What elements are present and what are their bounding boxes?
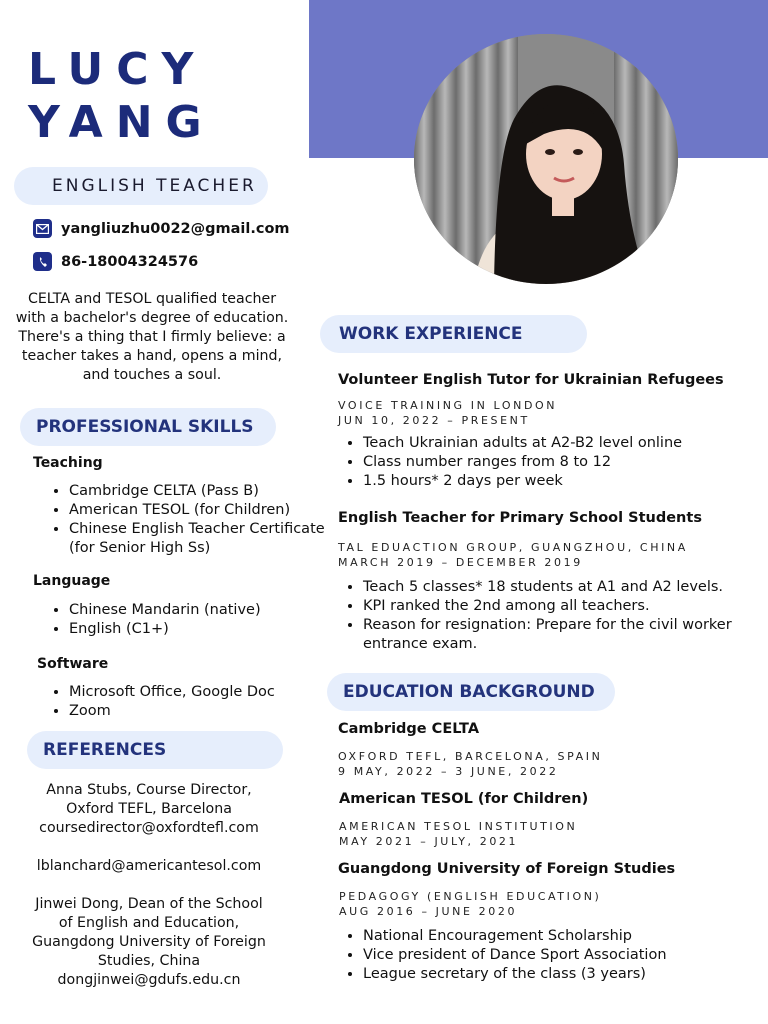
list-item: • English (C1+)	[69, 620, 339, 639]
phone-number[interactable]: 86-18004324576	[61, 253, 199, 270]
list-item: • Teach Ukrainian adults at A2-B2 level online	[363, 434, 763, 453]
references-heading: REFERENCES	[43, 740, 167, 760]
references-heading-pill	[27, 731, 283, 769]
edu-org: OXFORD TEFL, BARCELONA, SPAIN	[338, 750, 603, 763]
role-pill	[14, 167, 268, 205]
software-list	[33, 683, 339, 721]
list-item: • American TESOL (for Children)	[69, 501, 339, 520]
edu-bullets	[338, 927, 763, 984]
edu-dates: 9 MAY, 2022 – 3 JUNE, 2022	[338, 765, 559, 778]
list-item: • Zoom	[69, 702, 339, 721]
email-link[interactable]: yangliuzhu0022@gmail.com	[61, 220, 290, 237]
edu-org: AMERICAN TESOL INSTITUTION	[339, 820, 578, 833]
edu-title: Cambridge CELTA	[338, 721, 480, 737]
role-title: ENGLISH TEACHER	[52, 176, 257, 196]
teaching-label: Teaching	[33, 455, 103, 471]
list-item: • Chinese English Teacher Certificate (for Senior High Ss)	[69, 520, 339, 558]
skills-heading-pill	[20, 408, 276, 446]
reference-1	[14, 781, 284, 838]
edu-dates: MAY 2021 – JULY, 2021	[339, 835, 519, 848]
list-item: • Cambridge CELTA (Pass B)	[69, 482, 339, 501]
list-item: • KPI ranked the 2nd among all teachers.	[363, 597, 763, 616]
reference-email[interactable]: coursedirector@oxfordtefl.com	[39, 820, 259, 836]
profile-summary: CELTA and TESOL qualified teacher with a bachelor's degree of education. There's a thing that I firmly believe: a teacher takes a hand, opens a mind, and touches a soul.	[15, 291, 289, 383]
teaching-list	[33, 482, 339, 558]
edu-dates: AUG 2016 – JUNE 2020	[339, 905, 518, 918]
reference-email[interactable]: dongjinwei@gdufs.edu.cn	[57, 972, 241, 988]
list-item: • Teach 5 classes* 18 students at A1 and A2 levels.	[363, 578, 763, 597]
job-bullets	[338, 578, 763, 654]
phone-row[interactable]	[33, 252, 198, 271]
reference-line: Guangdong University of Foreign	[32, 934, 266, 950]
skills-heading: PROFESSIONAL SKILLS	[36, 417, 254, 437]
last-name: YANG	[28, 97, 215, 148]
software-label: Software	[37, 656, 109, 672]
list-item: • Reason for resignation: Prepare for the civil worker entrance exam.	[363, 616, 763, 654]
job-title: English Teacher for Primary School Students	[338, 510, 702, 526]
list-item: • League secretary of the class (3 years)	[363, 965, 763, 984]
edu-title: American TESOL (for Children)	[339, 791, 589, 807]
reference-line: Anna Stubs, Course Director,	[46, 782, 252, 798]
job-bullets	[338, 434, 763, 491]
phone-icon	[33, 252, 52, 271]
list-item: • Microsoft Office, Google Doc	[69, 683, 339, 702]
work-heading-pill	[320, 315, 587, 353]
first-name: LUCY	[28, 44, 207, 95]
mail-icon	[33, 219, 52, 238]
reference-line: Oxford TEFL, Barcelona	[66, 801, 232, 817]
work-heading: WORK EXPERIENCE	[339, 324, 523, 344]
job-dates: JUN 10, 2022 – PRESENT	[338, 414, 530, 427]
reference-line: of English and Education,	[58, 915, 240, 931]
job-org: VOICE TRAINING IN LONDON	[338, 399, 558, 412]
reference-2	[14, 857, 284, 876]
reference-line: Jinwei Dong, Dean of the School	[35, 896, 263, 912]
list-item: • Chinese Mandarin (native)	[69, 601, 339, 620]
education-heading: EDUCATION BACKGROUND	[343, 682, 595, 702]
language-list	[33, 601, 339, 639]
list-item: • National Encouragement Scholarship	[363, 927, 763, 946]
email-row[interactable]	[33, 219, 290, 238]
reference-email[interactable]: lblanchard@americantesol.com	[36, 858, 262, 874]
list-item: • Class number ranges from 8 to 12	[363, 453, 763, 472]
profile-photo	[414, 34, 678, 284]
job-org: TAL EDUACTION GROUP, GUANGZHOU, CHINA	[338, 541, 688, 554]
list-item: • Vice president of Dance Sport Association	[363, 946, 763, 965]
edu-title: Guangdong University of Foreign Studies	[338, 861, 676, 877]
reference-3	[14, 895, 284, 990]
language-label: Language	[33, 573, 111, 589]
edu-org: PEDAGOGY (ENGLISH EDUCATION)	[339, 890, 602, 903]
job-dates: MARCH 2019 – DECEMBER 2019	[338, 556, 583, 569]
reference-line: Studies, China	[97, 953, 201, 969]
job-title: Volunteer English Tutor for Ukrainian Refugees	[338, 372, 724, 388]
education-heading-pill	[327, 673, 615, 711]
list-item: • 1.5 hours* 2 days per week	[363, 472, 763, 491]
